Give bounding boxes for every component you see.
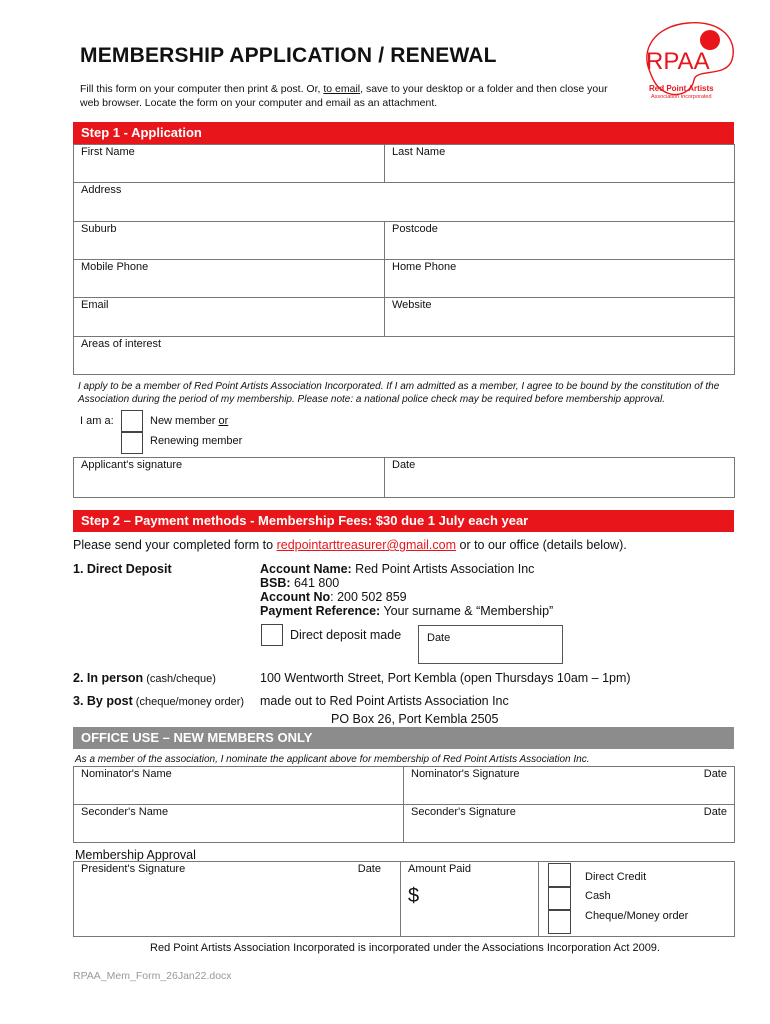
website-field[interactable]: Website xyxy=(385,298,735,337)
nomination-table xyxy=(73,766,735,843)
direct-credit-label: Direct Credit xyxy=(585,871,647,883)
application-table xyxy=(73,144,735,375)
cash-checkbox[interactable] xyxy=(548,887,571,910)
email-link[interactable]: to email xyxy=(323,83,361,95)
cheque-label: Cheque/Money order xyxy=(585,910,689,922)
direct-deposit-heading: 1. Direct Deposit xyxy=(73,562,172,576)
signature-table xyxy=(73,457,735,498)
in-person-heading: 2. In person (cash/cheque) xyxy=(73,671,216,685)
applicant-signature-field[interactable]: Applicant's signature xyxy=(74,458,385,498)
seconder-signature-field[interactable]: Seconder's Signature Date xyxy=(404,805,735,843)
dollar-sign: $ xyxy=(408,885,420,907)
applicant-date-field[interactable]: Date xyxy=(385,458,735,498)
suburb-field[interactable]: Suburb xyxy=(74,222,385,260)
logo-sub1: Red Point Artists xyxy=(649,84,714,93)
home-phone-field[interactable]: Home Phone xyxy=(385,260,735,298)
nominator-signature-field[interactable]: Nominator's Signature Date xyxy=(404,767,735,805)
direct-credit-checkbox[interactable] xyxy=(548,863,571,887)
membership-approval-label: Membership Approval xyxy=(75,848,196,862)
step2-heading: Step 2 – Payment methods - Membership Fees: $30 due 1 July each year xyxy=(73,510,734,532)
new-member-checkbox[interactable] xyxy=(121,410,143,432)
by-post-line1: made out to Red Point Artists Association Inc xyxy=(260,694,509,708)
office-use-heading: OFFICE USE – NEW MEMBERS ONLY xyxy=(73,727,734,749)
office-address: 100 Wentworth Street, Port Kembla (open Thursdays 10am – 1pm) xyxy=(260,671,631,685)
declaration-text: I apply to be a member of Red Point Artists Association Incorporated. If I am admitted as a member, I agree to be bound by the constitution of the Association during the period of my membership. Please note: a national police check may be required before membership approval. xyxy=(78,381,720,405)
send-instructions: Please send your completed form to redpointarttreasurer@gmail.com or to our office (details below). xyxy=(73,538,627,552)
logo-sub2: Association Incorporated xyxy=(651,94,712,100)
nominate-text: As a member of the association, I nominate the applicant above for membership of Red Point Artists Association Inc. xyxy=(75,754,590,765)
rpaa-logo xyxy=(636,20,740,102)
areas-of-interest-field[interactable]: Areas of interest xyxy=(74,337,735,375)
cheque-checkbox[interactable] xyxy=(548,910,571,934)
nominator-name-field[interactable]: Nominator's Name xyxy=(74,767,404,805)
president-signature-field[interactable]: President's Signature Date xyxy=(74,862,401,937)
last-name-field[interactable]: Last Name xyxy=(385,145,735,183)
address-field[interactable]: Address xyxy=(74,183,735,222)
by-post-heading: 3. By post (cheque/money order) xyxy=(73,694,245,708)
direct-deposit-label: Direct deposit made xyxy=(290,628,402,642)
new-member-label: New member or xyxy=(150,415,229,427)
deposit-date-field[interactable]: Date xyxy=(418,625,563,664)
step1-heading: Step 1 - Application xyxy=(73,122,734,144)
file-name: RPAA_Mem_Form_26Jan22.docx xyxy=(73,970,232,982)
mobile-phone-field[interactable]: Mobile Phone xyxy=(74,260,385,298)
intro-text: Fill this form on your computer then print & post. Or, to email, save to your desktop or a folder and then close your web browser. Locate the form on your computer and email as an attachment. xyxy=(80,83,608,109)
amount-paid-field[interactable]: Amount Paid $ xyxy=(401,862,539,937)
direct-deposit-checkbox[interactable] xyxy=(261,624,283,646)
postcode-field[interactable]: Postcode xyxy=(385,222,735,260)
incorporation-note: Red Point Artists Association Incorporated is incorporated under the Associations Incorporation Act 2009. xyxy=(150,942,660,954)
treasurer-email-link[interactable]: redpointarttreasurer@gmail.com xyxy=(276,538,457,552)
by-post-line2: PO Box 26, Port Kembla 2505 xyxy=(331,712,499,726)
form-title: MEMBERSHIP APPLICATION / RENEWAL xyxy=(80,44,497,67)
seconder-name-field[interactable]: Seconder's Name xyxy=(74,805,404,843)
first-name-field[interactable]: First Name xyxy=(74,145,385,183)
renewing-member-label: Renewing member xyxy=(150,435,243,447)
email-field[interactable]: Email xyxy=(74,298,385,337)
renewing-member-checkbox[interactable] xyxy=(121,432,143,454)
bank-details: Account Name: Red Point Artists Association Inc BSB: 641 800 Account No: 200 502 859 Payment Reference: Your surname & “Membership” xyxy=(260,562,554,618)
logo-text: RPAA xyxy=(646,48,710,75)
i-am-label: I am a: xyxy=(80,415,114,427)
cash-label: Cash xyxy=(585,890,611,902)
